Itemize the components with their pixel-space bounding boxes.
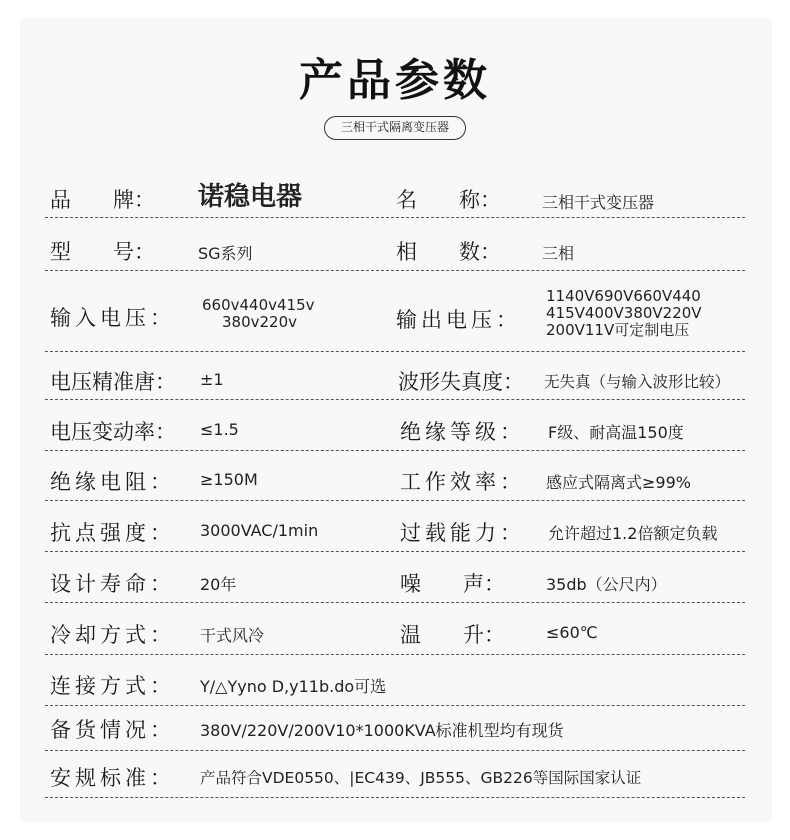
safety-label: 安规标准： <box>50 766 175 790</box>
input-voltage-value-2: 380v220v <box>222 313 298 331</box>
cooling-label: 冷却方式： <box>50 623 175 647</box>
name-value: 三相干式变压器 <box>542 193 655 212</box>
precision-value: ±1 <box>200 370 224 389</box>
overload-label: 过载能力： <box>400 521 525 545</box>
temperature-rise-value: ≤60℃ <box>546 623 598 642</box>
stock-label: 备货情况： <box>50 718 175 742</box>
life-label: 设计寿命： <box>50 572 175 596</box>
distortion-value: 无失真（与输入波形比较） <box>544 373 731 391</box>
output-voltage-label: 输出电压： <box>396 308 521 332</box>
regulation-value: ≤1.5 <box>200 420 239 439</box>
overload-value: 允许超过1.2倍额定负载 <box>548 524 718 543</box>
regulation-label: 电压变动率： <box>50 420 176 444</box>
safety-value: 产品符合VDE0550、|EC439、JB555、GB226等国际国家认证 <box>200 769 642 787</box>
model-value: SG系列 <box>198 244 253 263</box>
row-divider <box>45 797 745 798</box>
subtitle-badge: 三相干式隔离变压器 <box>324 116 466 140</box>
insulation-class-label: 绝缘等级： <box>400 420 525 444</box>
precision-label: 电压精准唐： <box>50 370 176 394</box>
row-divider <box>45 602 745 603</box>
row-divider <box>45 551 745 552</box>
distortion-label: 波形失真度： <box>398 370 524 394</box>
insulation-class-value: F级、耐高温150度 <box>548 423 684 442</box>
brand-label: 品 牌： <box>50 188 155 212</box>
row-divider <box>45 270 745 271</box>
withstand-value: 3000VAC/1min <box>200 521 319 540</box>
connection-label: 连接方式： <box>50 674 175 698</box>
row-divider <box>45 750 745 751</box>
row-divider <box>45 500 745 501</box>
row-divider <box>45 399 745 400</box>
page-title: 产品参数 <box>299 55 491 106</box>
insulation-resistance-label: 绝缘电阻： <box>50 470 175 494</box>
output-voltage-value-2: 415V400V380V220V <box>546 304 702 322</box>
noise-label: 噪 声： <box>400 572 505 596</box>
brand-value: 诺稳电器 <box>198 182 303 212</box>
phase-label: 相 数： <box>396 240 501 264</box>
row-divider <box>45 351 745 352</box>
insulation-resistance-value: ≥150M <box>200 470 258 489</box>
name-label: 名 称： <box>396 188 501 212</box>
model-label: 型 号： <box>50 240 155 264</box>
connection-value: Y/△Yyno D,y11b.do可选 <box>200 677 387 696</box>
row-divider <box>45 217 745 218</box>
row-divider <box>45 705 745 706</box>
output-voltage-value-3: 200V11V可定制电压 <box>546 321 690 339</box>
stock-value: 380V/220V/200V10*1000KVA标准机型均有现货 <box>200 721 564 740</box>
phase-value: 三相 <box>542 244 575 263</box>
input-voltage-label: 输入电压： <box>50 306 175 330</box>
efficiency-label: 工作效率： <box>400 470 525 494</box>
input-voltage-value-1: 660v440v415v <box>202 296 315 314</box>
row-divider <box>45 654 745 655</box>
withstand-label: 抗点强度： <box>50 521 175 545</box>
cooling-value: 干式风冷 <box>200 626 265 645</box>
output-voltage-value-1: 1140V690V660V440 <box>546 287 701 305</box>
row-divider <box>45 450 745 451</box>
life-value: 20年 <box>200 575 237 594</box>
temperature-rise-label: 温 升： <box>400 623 505 647</box>
efficiency-value: 感应式隔离式≥99% <box>546 473 691 492</box>
noise-value: 35db（公尺内） <box>546 575 667 594</box>
